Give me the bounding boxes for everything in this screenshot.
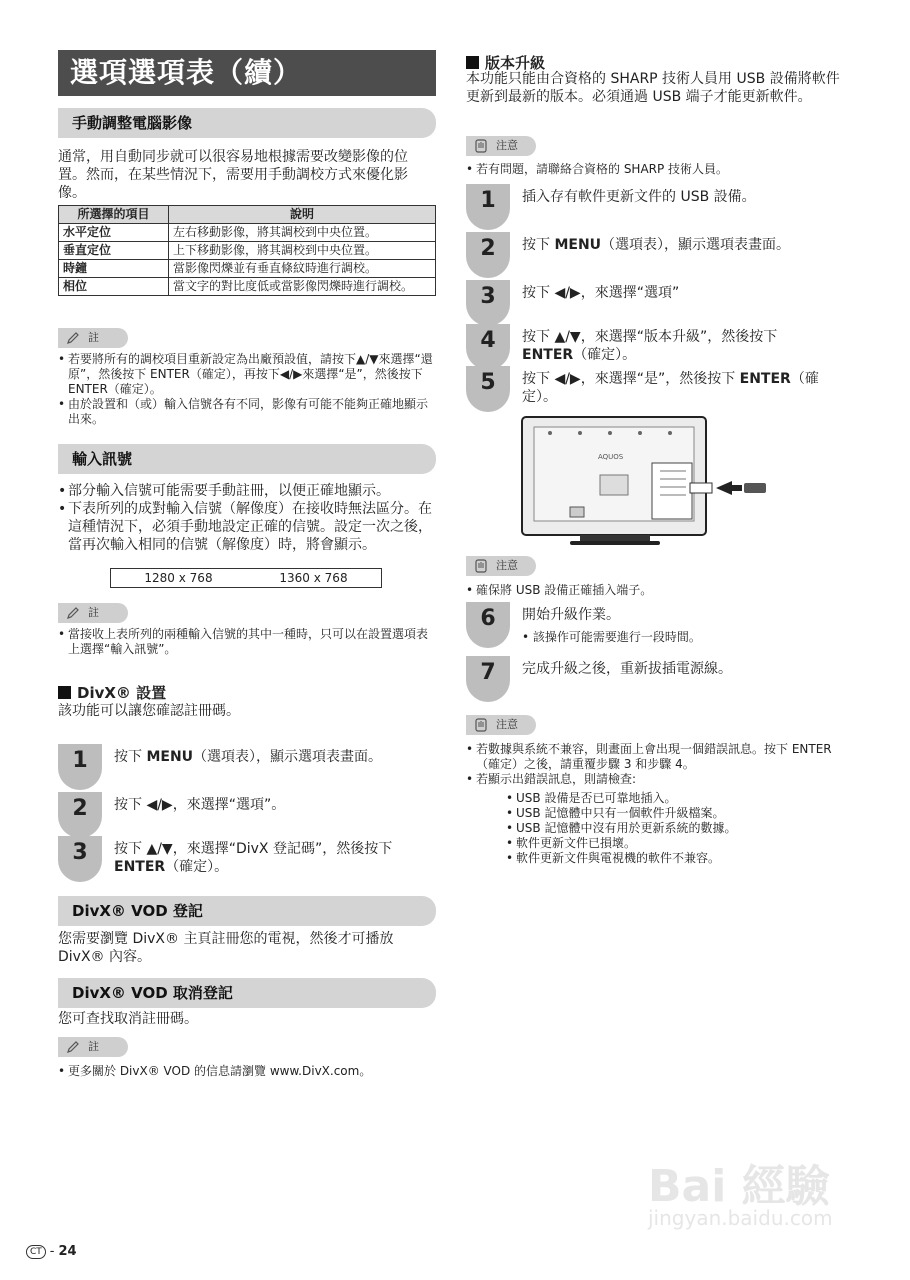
note-tag-label: 註 [88,606,99,619]
upgrade-step-3 [466,280,846,326]
step-number: 3 [58,836,102,882]
hand-caution-icon [474,139,488,153]
step-number: 5 [466,366,510,412]
caution-tag-label: 注意 [496,139,518,152]
table-header-item: 所選擇的項目 [59,206,169,224]
divx-step-3 [58,836,436,882]
square-bullet-icon [58,686,71,699]
table-header-desc: 說明 [169,206,436,224]
upgrade-step-2 [466,232,846,278]
caution-tag-label: 注意 [496,559,518,572]
table-row [59,260,436,278]
step-text: 按下 MENU（選項表），顯示選項表畫面。 [522,237,791,253]
note-tag [58,328,128,348]
table-cell-desc: 當影像閃爍並有垂直條紋時進行調校。 [169,260,436,278]
step-subnote: • 該操作可能需要進行一段時間。 [522,630,701,644]
input-signal-notes [58,627,436,657]
list-item: • 下表所列的成對輸入信號（解像度）在接收時無法區分。在這種情況下，必須手動地設定正確的信號。設定一次之後，當再次輸入相同的信號（解像度）時，將會顯示。 [58,500,436,554]
list-item: • USB 記憶體中沒有用於更新系統的數據。 [506,821,846,836]
divx-step-1 [58,744,436,790]
version-upgrade-title: 版本升級 [485,54,546,72]
step-text: 按下 ▲/▼，來選擇“版本升級”，然後按下 ENTER（確定）。 [522,329,778,363]
list-item: • 當接收上表所列的兩種輸入信號的其中一種時，只可以在設置選項表上選擇“輸入訊號”。 [58,627,436,657]
step-text: 按下 ◀/▶，來選擇“選項”。 [114,797,286,813]
step-text: 開始升級作業。 • 該操作可能需要進行一段時間。 [522,607,701,644]
list-item: • 若顯示出錯誤訊息，則請檢查: [466,772,850,787]
step-number: 2 [466,232,510,278]
list-item: • 若有問題，請聯絡合資格的 SHARP 技術人員。 [466,162,846,177]
resolution-b: 1360 x 768 [279,571,348,585]
tv-brand-label: AQUOS [598,453,624,461]
table-header-row [59,206,436,224]
table-row [59,278,436,296]
step-number: 7 [466,656,510,702]
divx-vod-dereg-text: 您可查找取消註冊碼。 [58,1011,198,1027]
watermark-logo: Bai 經驗 [648,1161,830,1212]
list-item: • 部分輸入信號可能需要手動註冊，以便正確地顯示。 [58,482,436,500]
pencil-note-icon [66,606,80,620]
hand-caution-icon [474,559,488,573]
note-tag-label: 註 [88,331,99,344]
manual-adjust-notes [58,352,436,427]
list-item: • 由於設置和（或）輸入信號各有不同，影像有可能不能夠正確地顯示出來。 [58,397,436,427]
tv-back-illustration [520,415,770,550]
caution-notes-1 [466,162,846,177]
table-cell-item: 垂直定位 [59,242,169,260]
table-cell-desc: 上下移動影像，將其調校到中央位置。 [169,242,436,260]
list-item: • 確保將 USB 設備正確插入端子。 [466,583,846,598]
step-number: 1 [58,744,102,790]
version-upgrade-intro: 本功能只能由合資格的 SHARP 技術人員用 USB 設備將軟件更新到最新的版本。必須通過 USB 端子才能更新軟件。 [466,71,840,105]
divx-step-2 [58,792,436,838]
step-number: 3 [466,280,510,326]
page-title: 選項選項表（續） [58,50,436,96]
page-footer: CT - 24 [26,1244,77,1259]
table-row [59,242,436,260]
section-header-input-signal: 輸入訊號 [58,444,436,474]
step-number: 2 [58,792,102,838]
divx-setup-intro: 該功能可以讓您確認註冊碼。 [58,703,240,719]
pencil-note-icon [66,1040,80,1054]
pencil-note-icon [66,331,80,345]
step-text: 按下 ▲/▼，來選擇“DivX 登記碼”，然後按下 ENTER（確定）。 [114,841,393,875]
step-text: 插入存有軟件更新文件的 USB 設備。 [522,189,756,205]
table-cell-item: 相位 [59,278,169,296]
caution-notes-2 [466,583,846,598]
list-item: • USB 記憶體中只有一個軟件升級檔案。 [506,806,846,821]
section-header-divx-vod-reg: DivX® VOD 登記 [58,896,436,926]
list-item: • 軟件更新文件已損壞。 [506,836,846,851]
upgrade-step-7 [466,656,846,702]
language-badge: CT [26,1245,46,1259]
step-text: 完成升級之後，重新拔插電源線。 [522,661,732,677]
table-cell-desc: 左右移動影像，將其調校到中央位置。 [169,224,436,242]
step-text: 按下 ◀/▶，來選擇“選項” [522,285,680,301]
note-tag-label: 註 [88,1040,99,1053]
list-item: • USB 設備是否已可靠地插入。 [506,791,846,806]
table-cell-desc: 當文字的對比度低或當影像閃爍時進行調校。 [169,278,436,296]
caution-notes-3 [466,742,850,787]
list-item: • 更多關於 DivX® VOD 的信息請瀏覽 www.DivX.com。 [58,1064,436,1079]
page-number: 24 [58,1244,77,1259]
step-number: 1 [466,184,510,230]
caution-tag [466,715,536,735]
divx-setup-heading [58,682,166,703]
table-row [59,224,436,242]
watermark-url: jingyan.baidu.com [648,1206,833,1230]
step-number: 6 [466,602,510,648]
table-cell-item: 時鐘 [59,260,169,278]
section-header-manual-adjust: 手動調整電腦影像 [58,108,436,138]
list-item: • 若要將所有的調校項目重新設定為出廠預設值，請按下▲/▼來選擇“還原”，然後按下 ENTER（確定），再按下◀/▶來選擇“是”，然後按下 ENTER（確定）。 [58,352,436,397]
hand-caution-icon [474,718,488,732]
note-tag [58,1037,128,1057]
step-number: 4 [466,324,510,370]
list-item: • 軟件更新文件與電視機的軟件不兼容。 [506,851,846,866]
list-item: • 若數據與系統不兼容，則畫面上會出現一個錯誤訊息。按下 ENTER（確定）之後，請重覆步驟 3 和步驟 4。 [466,742,850,772]
divx-vod-reg-text: 您需要瀏覽 DivX® 主頁註冊您的電視，然後才可播放 DivX® 內容。 [58,931,394,965]
input-signal-bullets [58,482,436,554]
manual-adjust-intro: 通常，用自動同步就可以很容易地根據需要改變影像的位置。然而，在某些情況下，需要用手動調校方式來優化影像。 [58,149,408,201]
step-text: 按下 MENU（選項表），顯示選項表畫面。 [114,749,383,765]
note-tag [58,603,128,623]
upgrade-step-4 [466,324,846,370]
divx-setup-title: DivX® 設置 [77,684,167,702]
upgrade-step-6 [466,602,846,648]
upgrade-step-5 [466,366,846,412]
caution-tag [466,556,536,576]
section-header-divx-vod-dereg: DivX® VOD 取消登記 [58,978,436,1008]
square-bullet-icon [466,56,479,69]
caution-tag [466,136,536,156]
divx-vod-notes [58,1064,436,1079]
table-cell-item: 水平定位 [59,224,169,242]
check-list [506,791,846,866]
upgrade-step-1 [466,184,846,230]
resolution-a: 1280 x 768 [144,571,213,585]
step-text: 按下 ◀/▶，來選擇“是”，然後按下 ENTER（確定）。 [522,371,819,405]
resolution-table [110,568,382,588]
adjust-table [58,205,436,296]
caution-tag-label: 注意 [496,718,518,731]
